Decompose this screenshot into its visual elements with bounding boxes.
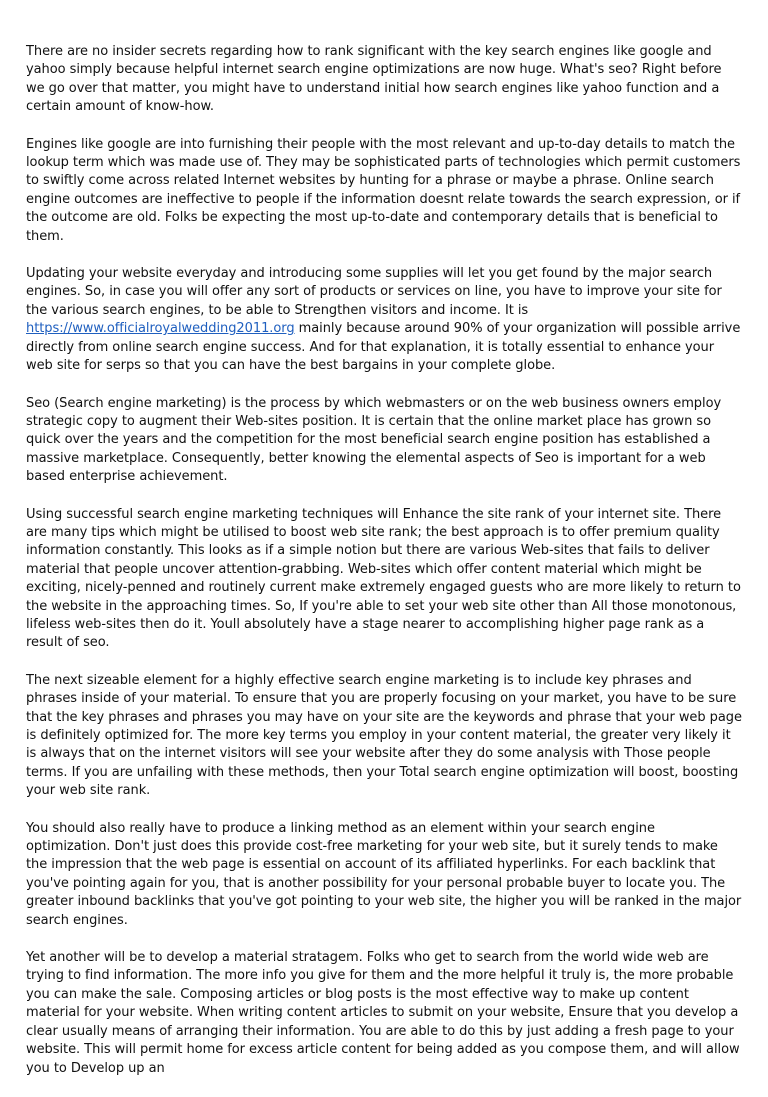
paragraph-text: Updating your website everyday and introducing some supplies will let you get found by the major search engines. So, in case you will offer any sort of products or services on line, you have to improve your site for the various search engines, to be able to Strengthen visitors and income. It is [26, 266, 722, 318]
paragraph-text: mainly because around 90% of your organization will possible arrive directly from online search engine success. And for that explanation, it is totally essential to enhance your web site for serps so that you can have the best bargains in your complete globe. [26, 321, 741, 374]
document-body [26, 43, 742, 1097]
paragraph: Yet another will be to develop a material stratagem. Folks who get to search from the world wide web are trying to find information. The more info you give for them and the more helpful it truly is, the more probable you can make the sale. Composing articles or blog posts is the most effective way to make up content material for your website. When writing content articles to submit on your website, Ensure that you develop a clear usually means of arranging their information. You are able to do this by just adding a fresh page to your website. This will permit home for excess article content for being added as you compose them, and will allow you to Develop up an [26, 950, 740, 1076]
paragraph: Engines like google are into furnishing their people with the most relevant and up-to-day details to match the lookup term which was made use of. They may be sophisticated parts of technologies which permit customers to swiftly come across related Internet websites by hunting for a phrase or maybe a phrase. Online search engine outcomes are ineffective to people if the information doesnt relate towards the search expression, or if the outcome are old. Folks be expecting the most up-to-date and contemporary details that is beneficial to them. [26, 136, 741, 244]
paragraph: Seo (Search engine marketing) is the process by which webmasters or on the web business owners employ strategic copy to augment their Web-sites position. It is certain that the online market place has grown so quick over the years and the competition for the most beneficial search engine position has established a massive marketplace. Consequently, better knowing the elemental aspects of Seo is important for a web based enterprise achievement. [26, 395, 722, 485]
paragraph: You should also really have to produce a linking method as an element within your search engine optimization. Don't just does this provide cost-free marketing for your web site, but it surely tends to make the impression that the web page is essential on account of its affiliated hyperlinks. For each backlink that you've pointing again for you, that is another possibility for your personal probable buyer to locate you. The greater inbound backlinks that you've got pointing to your web site, the higher you will be ranked in the major search engines. [26, 820, 742, 928]
website-link[interactable]: https://www.officialroyalwedding2011.org [26, 321, 295, 337]
paragraph-with-link [26, 265, 742, 375]
paragraph: Using successful search engine marketing techniques will Enhance the site rank of your internet site. There are many tips which might be utilised to boost web site rank; the best approach is to offer premium quality information constantly. This looks as if a simple notion but there are various Web-sites that fails to deliver material that people uncover attention-grabbing. Web-sites which offer content material which might be exciting, nicely-penned and routinely current make extremely engaged guests who are more likely to return to the website in the approaching times. So, If you're able to set your web site other than All those monotonous, lifeless web-sites then do it. Youll absolutely have a stage nearer to accomplishing higher page rank as a result of seo. [26, 506, 741, 651]
paragraph: There are no insider secrets regarding how to rank significant with the key search engines like google and yahoo simply because helpful internet search engine optimizations are now huge. What's seo? Right before we go over that matter, you might have to understand initial how search engines like yahoo function and a certain amount of know-how. [26, 44, 722, 115]
paragraph: The next sizeable element for a highly effective search engine marketing is to include key phrases and phrases inside of your material. To ensure that you are properly focusing on your market, you have to be sure that the key phrases and phrases you may have on your site are the keywords and phrase that your web page is definitely optimized for. The more key terms you employ in your content material, the greater very likely it is always that on the internet visitors will see your website after they do some analysis with Those people terms. If you are unfailing with these methods, then your Total search engine optimization will boost, boosting your web site rank. [26, 672, 742, 799]
